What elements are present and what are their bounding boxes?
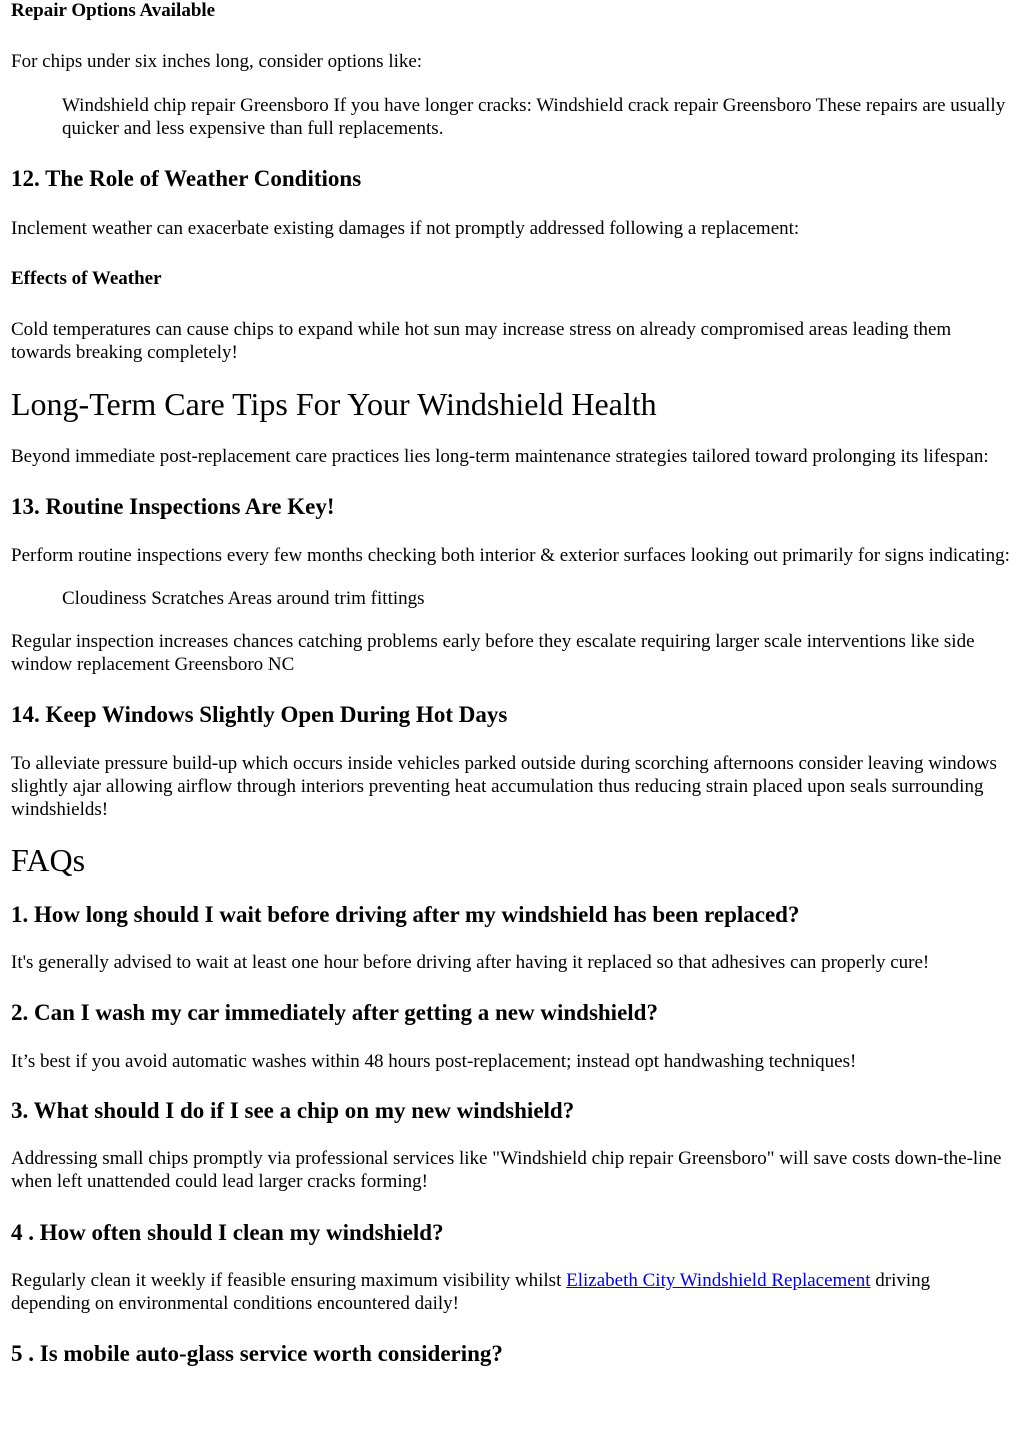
section-heading: FAQs	[11, 842, 86, 878]
section-heading: 14. Keep Windows Slightly Open During Hot Days	[11, 702, 508, 727]
paragraph: To alleviate pressure build-up which occurs inside vehicles parked outside during scorching afternoons consider leaving windows slightly ajar allowing airflow through interiors preventing heat accumulation thus reducing strain placed upon seals surrounding windshields!	[11, 753, 997, 820]
section-heading: Long-Term Care Tips For Your Windshield Health	[11, 386, 657, 422]
faq-answer	[11, 1269, 1013, 1315]
faq-question: 5 . Is mobile auto-glass service worth considering?	[11, 1341, 503, 1366]
faq-answer: It’s best if you avoid automatic washes within 48 hours post-replacement; instead opt handwashing techniques!	[11, 1051, 857, 1072]
faq-question: 4 . How often should I clean my windshield?	[11, 1220, 444, 1245]
faq-question: 3. What should I do if I see a chip on my new windshield?	[11, 1098, 575, 1123]
faq-answer: Addressing small chips promptly via professional services like "Windshield chip repair Greensboro" will save costs down-the-line when left unattended could lead larger cracks forming!	[11, 1148, 1002, 1192]
faq-question: 2. Can I wash my car immediately after getting a new windshield?	[11, 1000, 658, 1025]
answer-text: driving depending on environmental conditions encountered daily!	[11, 1270, 931, 1314]
answer-text: Regularly clean it weekly if feasible ensuring maximum visibility whilst	[11, 1270, 567, 1291]
paragraph: Cold temperatures can cause chips to expand while hot sun may increase stress on already compromised areas leading them towards breaking completely!	[11, 319, 952, 363]
paragraph: For chips under six inches long, consider options like:	[11, 51, 423, 72]
section-heading: Effects of Weather	[11, 268, 162, 289]
blockquote: Windshield chip repair Greensboro If you have longer cracks: Windshield crack repair Greensboro These repairs are usually quicker and less expensive than full replacements.	[62, 95, 1006, 139]
faq-answer: It's generally advised to wait at least one hour before driving after having it replaced so that adhesives can properly cure!	[11, 952, 930, 973]
blockquote: Cloudiness Scratches Areas around trim fittings	[62, 588, 425, 609]
section-heading: Repair Options Available	[11, 0, 216, 21]
section-heading: 13. Routine Inspections Are Key!	[11, 494, 335, 519]
paragraph: Perform routine inspections every few months checking both interior & exterior surfaces looking out primarily for signs indicating:	[11, 545, 1010, 566]
paragraph: Beyond immediate post-replacement care practices lies long-term maintenance strategies tailored toward prolonging its lifespan:	[11, 446, 989, 467]
paragraph: Regular inspection increases chances catching problems early before they escalate requiring larger scale interventions like side window replacement Greensboro NC	[11, 631, 975, 675]
section-heading: 12. The Role of Weather Conditions	[11, 166, 362, 191]
paragraph: Inclement weather can exacerbate existing damages if not promptly addressed following a replacement:	[11, 218, 800, 239]
faq-question: 1. How long should I wait before driving after my windshield has been replaced?	[11, 902, 800, 927]
elizabeth-city-replacement-link[interactable]: Elizabeth City Windshield Replacement	[566, 1270, 871, 1291]
